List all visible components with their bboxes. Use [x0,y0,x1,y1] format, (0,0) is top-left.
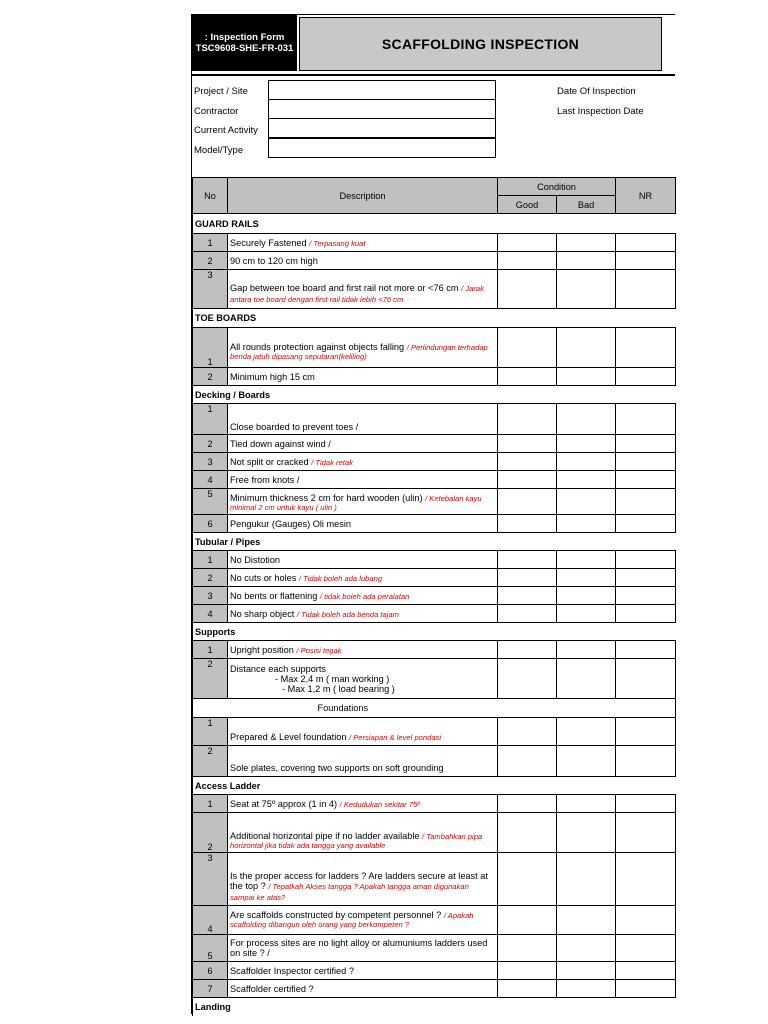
nr-cell[interactable] [616,962,676,980]
model-field[interactable] [268,138,496,158]
bad-cell[interactable] [557,962,616,980]
row-description [228,252,498,270]
desc-id: / Apakah scaffolding dibangun oleh orang yang berkompeten ? [230,911,474,929]
header-bad: Bad [557,196,616,214]
table-row [193,746,676,777]
row-description [228,471,498,489]
row-description [228,659,498,699]
desc-en: No sharp object [230,608,297,619]
row-number: 6 [193,962,228,980]
section-tubular: Tubular / Pipes [193,533,676,551]
bad-cell[interactable] [557,853,616,906]
bad-cell[interactable] [557,906,616,935]
desc-subline: - Max 2,4 m ( man working ) [275,673,390,684]
table-row [193,587,676,605]
desc-en: All rounds protection against objects falling [230,341,407,352]
desc-en: Distance each supports [230,663,327,674]
blank-cell [193,699,228,718]
nr-cell[interactable] [616,515,676,533]
row-number: 1 [193,404,228,435]
good-cell[interactable] [498,935,557,962]
desc-id: / Tidak retak [311,457,353,467]
nr-cell[interactable] [616,328,676,368]
row-number: 2 [193,435,228,453]
desc-en: Pengukur (Gauges) Oli mesin [230,518,352,529]
good-cell[interactable] [498,368,557,386]
row-description [228,980,498,998]
header-good: Good [498,196,557,214]
activity-field[interactable] [268,118,496,138]
row-description [228,853,498,906]
section-row [193,309,676,328]
desc-en: No Distotion [230,554,281,565]
nr-cell[interactable] [616,234,676,252]
good-cell[interactable] [498,252,557,270]
bad-cell[interactable] [557,252,616,270]
good-cell[interactable] [498,515,557,533]
desc-en: Scaffolder Inspector certified ? [230,965,354,976]
desc-id: / Tepatkah Akses tangga ? Apakah tangga aman digunakan sampai ke atas? [230,882,469,902]
nr-cell[interactable] [616,270,676,309]
project-field[interactable] [268,80,496,100]
desc-id: / Terpasang kuat [309,238,366,248]
row-description [228,435,498,453]
nr-cell[interactable] [616,795,676,813]
row-number: 3 [193,270,228,309]
row-number: 1 [193,234,228,252]
bad-cell[interactable] [557,489,616,515]
form-code-line2: TSC9608-SHE-FR-031 [195,43,294,54]
table-row [193,328,676,368]
desc-id: / Tidak boleh ada lubang [298,573,383,583]
desc-en: Gap between toe board and first rail not more or <76 cm [230,282,462,293]
table-row [193,234,676,252]
table-row [193,404,676,435]
desc-en: Minimum high 15 cm [230,371,315,382]
desc-en: No bents or flattening [230,590,320,601]
row-number: 2 [193,746,228,777]
good-cell[interactable] [498,962,557,980]
table-row [193,853,676,906]
table-row [193,453,676,471]
nr-cell[interactable] [616,368,676,386]
date-inspection-label: Date Of Inspection [557,86,636,97]
desc-en: Free from knots / [230,474,300,485]
row-description [228,641,498,659]
header-bottom-border [192,74,675,76]
table-row [193,935,676,962]
section-row [193,777,676,795]
good-cell[interactable] [498,587,557,605]
row-description [228,328,498,368]
bad-cell[interactable] [557,515,616,533]
desc-id: / Persiapan & level pondasi [349,733,442,742]
good-cell[interactable] [498,551,557,569]
row-number: 5 [193,935,228,962]
bad-cell[interactable] [557,746,616,777]
row-description [228,813,498,853]
bad-cell[interactable] [557,641,616,659]
desc-id: / Kedudukan sekitar 75º [339,799,421,809]
row-description [228,551,498,569]
row-description [228,489,498,515]
desc-en: Is the proper access for ladders ? Are ladders secure at least at the top ? [230,871,488,891]
nr-cell[interactable] [616,605,676,623]
desc-en: Scaffolder certified ? [230,983,314,994]
row-number: 2 [193,368,228,386]
good-cell[interactable] [498,906,557,935]
table-row [193,659,676,699]
section-row [193,998,676,1016]
row-description [228,746,498,777]
desc-subline: - Max 1,2 m ( load bearing ) [282,683,395,694]
row-description [228,718,498,746]
section-guard-rails: GUARD RAILS [193,214,676,234]
nr-cell[interactable] [616,471,676,489]
table-row [193,906,676,935]
table-row [193,569,676,587]
project-label: Project / Site [194,86,248,97]
contractor-label: Contractor [194,106,239,117]
row-number: 1 [193,795,228,813]
desc-id: / Ketebalan kayu minimal 2 cm untuk kayu ( ulin ) [230,493,482,512]
row-description [228,906,498,935]
desc-id: / tidak boleh ada peralatan [319,591,410,601]
bad-cell[interactable] [557,935,616,962]
good-cell[interactable] [498,328,557,368]
row-description [228,587,498,605]
row-number: 2 [193,252,228,270]
contractor-field[interactable] [268,99,496,119]
good-cell[interactable] [498,853,557,906]
section-landing: Landing [193,998,676,1016]
table-row [193,270,676,309]
table-row [193,252,676,270]
good-cell[interactable] [498,435,557,453]
row-number: 1 [193,641,228,659]
table-row [193,641,676,659]
bad-cell[interactable] [557,404,616,435]
foundations-label: Foundations [317,703,369,713]
row-description [228,962,498,980]
nr-cell[interactable] [616,853,676,906]
bad-cell[interactable] [557,605,616,623]
row-number: 2 [193,569,228,587]
desc-en: Prepared & Level foundation [230,732,350,742]
bad-cell[interactable] [557,453,616,471]
bad-cell[interactable] [557,328,616,368]
row-number: 1 [193,328,228,368]
table-row [193,980,676,998]
desc-en: Additional horizontal pipe if no ladder available [230,831,423,841]
table-row [193,368,676,386]
bad-cell[interactable] [557,234,616,252]
good-cell[interactable] [498,489,557,515]
table-header-row [193,178,676,196]
row-number: 4 [193,605,228,623]
row-number: 3 [193,853,228,906]
desc-en: No cuts or holes [230,572,299,583]
table-row [193,489,676,515]
nr-cell[interactable] [616,489,676,515]
form-code-line1: : Inspection Form [204,32,285,43]
row-description [228,270,498,309]
table-row [193,962,676,980]
table-row [193,435,676,453]
desc-en: Minimum thickness 2 cm for hard wooden (ulin) [230,492,426,503]
desc-en: Upright position [230,644,297,655]
row-description [228,368,498,386]
bad-cell[interactable] [557,551,616,569]
bad-cell[interactable] [557,471,616,489]
model-label: Model/Type [194,145,244,156]
bad-cell[interactable] [557,435,616,453]
good-cell[interactable] [498,980,557,998]
header-description: Description [228,178,498,214]
last-inspection-label: Last Inspection Date [557,106,644,117]
nr-cell[interactable] [616,813,676,853]
bad-cell[interactable] [557,813,616,853]
nr-cell[interactable] [616,569,676,587]
row-number: 3 [193,587,228,605]
form-code-block [192,15,297,71]
nr-cell[interactable] [616,404,676,435]
activity-label: Current Activity [194,125,258,136]
row-description [228,605,498,623]
row-description [228,404,498,435]
header-nr: NR [616,178,676,214]
section-supports: Supports [193,623,676,641]
desc-en: Not split or cracked [230,456,312,467]
good-cell[interactable] [498,234,557,252]
table-row [193,813,676,853]
bad-cell[interactable] [557,718,616,746]
subsection-row [193,699,676,718]
good-cell[interactable] [498,659,557,699]
header-top-border [192,14,675,15]
good-cell[interactable] [498,453,557,471]
desc-id: / Tidak boleh ada benda tajam [296,609,400,619]
good-cell[interactable] [498,718,557,746]
desc-en: 90 cm to 120 cm high [230,255,318,266]
header-condition: Condition [498,178,616,196]
row-number: 2 [193,659,228,699]
nr-cell[interactable] [616,551,676,569]
nr-cell[interactable] [616,641,676,659]
inspection-table [192,177,676,1016]
section-decking: Decking / Boards [193,386,676,404]
nr-cell[interactable] [616,718,676,746]
desc-en: Tied down against wind / [230,438,331,449]
nr-cell[interactable] [616,935,676,962]
nr-cell[interactable] [616,453,676,471]
good-cell[interactable] [498,404,557,435]
row-description [228,569,498,587]
section-foundations [228,699,676,718]
row-description [228,935,498,962]
good-cell[interactable] [498,270,557,309]
section-row [193,623,676,641]
desc-en: Seat at 75º approx (1 in 4) [230,798,340,809]
form-title: SCAFFOLDING INSPECTION [299,17,662,71]
desc-id: / Posisi tegak [296,645,342,655]
nr-cell[interactable] [616,587,676,605]
row-number: 5 [193,489,228,515]
section-row [193,214,676,234]
section-toe-boards: TOE BOARDS [193,309,676,328]
good-cell[interactable] [498,795,557,813]
bad-cell[interactable] [557,569,616,587]
nr-cell[interactable] [616,906,676,935]
nr-cell[interactable] [616,746,676,777]
nr-cell[interactable] [616,659,676,699]
desc-en: For process sites are no light alloy or alumuniums ladders used on site ? / [230,938,488,958]
row-number: 7 [193,980,228,998]
row-number: 1 [193,718,228,746]
nr-cell[interactable] [616,980,676,998]
row-number: 4 [193,906,228,935]
table-row [193,718,676,746]
row-description [228,795,498,813]
bad-cell[interactable] [557,659,616,699]
good-cell[interactable] [498,605,557,623]
nr-cell[interactable] [616,252,676,270]
row-description [228,515,498,533]
table-row [193,605,676,623]
desc-en: Sole plates, covering two supports on soft grounding [230,763,444,773]
nr-cell[interactable] [616,435,676,453]
good-cell[interactable] [498,641,557,659]
row-description [228,234,498,252]
table-row [193,515,676,533]
row-number: 6 [193,515,228,533]
bad-cell[interactable] [557,270,616,309]
bad-cell[interactable] [557,368,616,386]
desc-id: / Perlindungan terhadap benda jatuh dipasang seputaran(keliling) [230,342,488,361]
header-no: No [193,178,228,214]
section-row [193,533,676,551]
good-cell[interactable] [498,569,557,587]
row-number: 2 [193,813,228,853]
bad-cell[interactable] [557,587,616,605]
bad-cell[interactable] [557,980,616,998]
row-number: 4 [193,471,228,489]
good-cell[interactable] [498,746,557,777]
table-row [193,551,676,569]
good-cell[interactable] [498,471,557,489]
desc-id: / Tambahkan pipa horizontal jika tidak ada tangga yang available [230,832,483,850]
bad-cell[interactable] [557,795,616,813]
desc-en: Are scaffolds constructed by competent personnel ? [230,910,444,920]
desc-id: / Jarak antara toe board dengan first rail tidak lebih <76 cm [230,283,484,304]
table-row [193,471,676,489]
section-row [193,386,676,404]
table-row [193,795,676,813]
section-access-ladder: Access Ladder [193,777,676,795]
row-number: 1 [193,551,228,569]
desc-en: Securely Fastened [230,237,310,248]
row-description [228,453,498,471]
desc-en: Close boarded to prevent toes / [230,422,359,432]
good-cell[interactable] [498,813,557,853]
row-number: 3 [193,453,228,471]
